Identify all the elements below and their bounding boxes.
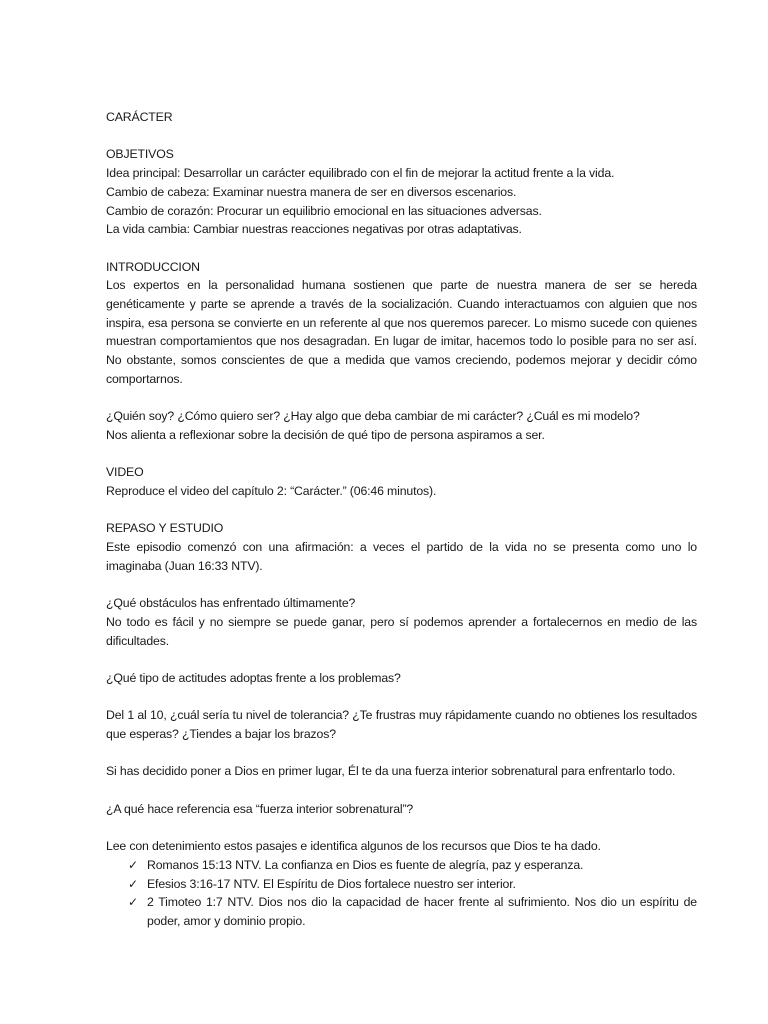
repaso-paragraph: Este episodio comenzó con una afirmación: a veces el partido de la vida no se presenta como uno lo imaginaba (Juan 16:33 NTV). [106,540,697,573]
spacer [106,576,697,595]
spacer [106,239,697,258]
spacer [106,501,697,520]
spacer [106,781,697,800]
introduccion-paragraph: Los expertos en la personalidad humana sostienen que parte de nuestra manera de ser se hereda genéticamente y parte se aprende a través de la socialización. Cuando interactuamos con alguien que nos inspira, esa persona se convierte en un referente al que nos queremos parecer. Lo mismo sucede con quienes muestran comportamientos que nos desagradan. En lugar de imitar, hacemos todo lo posible para no ser así. No obstante, somos conscientes de que a medida que vamos creciendo, podemos mejorar y decidir cómo comportarnos. [106,278,697,386]
question-text: No todo es fácil y no siempre se puede ganar, pero sí podemos aprender a fortalecernos en medio de las dificultades. [106,614,697,648]
document-title: CARÁCTER [106,110,173,124]
question: ¿Qué tipo de actitudes adoptas frente a los problemas? [106,670,401,685]
checkmark-icon: ✓ [128,857,138,872]
objetivo-line: Cambio de corazón: Procurar un equilibrio emocional en las situaciones adversas. [106,203,542,218]
pasaje-text: Romanos 15:13 NTV. La confianza en Dios es fuente de alegría, paz y esperanza. [147,857,584,872]
preguntas-line: Nos alienta a reflexionar sobre la decisión de qué tipo de persona aspiramos a ser. [106,427,545,442]
question: ¿Qué obstáculos has enfrentado últimamente? [106,596,356,611]
pasaje-text: 2 Timoteo 1:7 NTV. Dios nos dio la capacidad de hacer frente al sufrimiento. Nos dio un espíritu de poder, amor y dominio propio. [147,895,697,929]
objetivo-line: La vida cambia: Cambiar nuestras reacciones negativas por otras adaptativas. [106,222,522,237]
objetivo-line: Cambio de cabeza: Examinar nuestra manera de ser en diversos escenarios. [106,184,517,199]
question: ¿A qué hace referencia esa “fuerza interior sobrenatural”? [106,801,414,816]
pasaje-text: Efesios 3:16-17 NTV. El Espíritu de Dios fortalece nuestro ser interior. [147,876,516,891]
spacer [106,389,697,408]
spacer [106,445,697,464]
spacer [106,688,697,707]
list-item [106,875,697,894]
preguntas-line: ¿Quién soy? ¿Cómo quiero ser? ¿Hay algo que deba cambiar de mi carácter? ¿Cuál es mi modelo? [106,409,640,424]
list-item [106,856,697,875]
pasajes-list [106,856,697,931]
objetivos-heading: OBJETIVOS [106,147,174,162]
checkmark-icon: ✓ [128,895,138,910]
spacer [106,650,697,669]
objetivo-line: Idea principal: Desarrollar un carácter equilibrado con el fin de mejorar la actitud frente a la vida. [106,166,615,181]
spacer [106,744,697,763]
video-heading: VIDEO [106,465,144,480]
document-page [106,108,697,931]
video-line: Reproduce el video del capítulo 2: “Carácter.” (06:46 minutos). [106,484,437,498]
question: Del 1 al 10, ¿cuál sería tu nivel de tolerancia? ¿Te frustras muy rápidamente cuando no obtienes los resultados que esperas? ¿Tiendes a bajar los brazos? [106,708,697,742]
checkmark-icon: ✓ [128,876,138,891]
statement: Si has decidido poner a Dios en primer lugar, Él te da una fuerza interior sobrenatural para enfrentarlo todo. [106,764,676,779]
spacer [106,127,697,146]
list-item [106,893,697,930]
instruction: Lee con detenimiento estos pasajes e identifica algunos de los recursos que Dios te ha dado. [106,839,601,854]
introduccion-heading: INTRODUCCION [106,259,200,274]
repaso-heading: REPASO Y ESTUDIO [106,521,224,536]
spacer [106,819,697,838]
